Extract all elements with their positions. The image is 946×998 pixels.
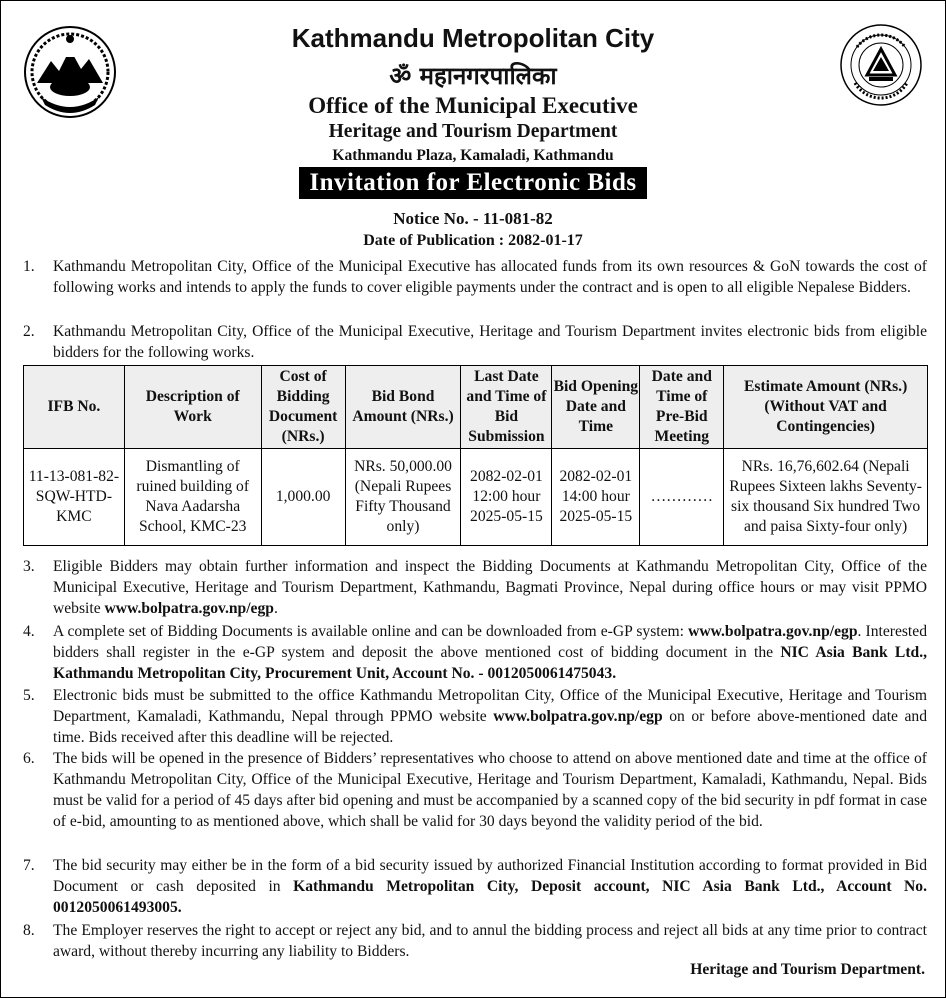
notice-number: Notice No. - 11-081-82 [393,209,553,228]
header-pre-bid: Date and Time of Pre-Bid Meeting [640,366,724,449]
header-cost: Cost of Bidding Document (NRs.) [261,366,345,449]
city-title: Kathmandu Metropolitan City [291,23,655,53]
paragraph-text: Electronic bids must be submitted to the office Kathmandu Metropolitan City, Office of the Municipal Executive, Heritage and Tourism Department, Kamaladi, Kathmandu, Nepal through PPMO website [53,687,927,725]
header-last-date: Last Date and Time of Bid Submission [461,366,552,449]
paragraph-number: 8. [23,922,35,939]
signature-department: Heritage and Tourism Department. [690,961,925,978]
cell-estimate: NRs. 16,76,602.64 (Nepali Rupees Sixteen lakhs Seventy-six thousand Six hundred Two and paisa Sixty-four only) [724,449,928,546]
cell-bid-bond: NRs. 50,000.00 (Nepali Rupees Fifty Thousand only) [345,449,461,546]
table-row [24,449,928,546]
paragraph-7 [23,855,927,918]
cell-opening: 2082-02-01 14:00 hour 2025-05-15 [552,449,640,546]
ppmo-link[interactable]: www.bolpatra.gov.np/egp [104,600,274,617]
notice-title: Invitation for Electronic Bids [299,167,646,199]
bank-account-text: NIC Asia Bank Ltd., Kathmandu Metropolitan City, Procurement Unit, Account No. - 0012050061475043. [53,644,927,682]
paragraph-4 [23,621,927,684]
paragraph-text: Eligible Bidders may obtain further information and inspect the Bidding Documents at Kathmandu Metropolitan City, Office of the Municipal Executive, Heritage and Tourism Department, Kathmandu, Bagmati Province, Nepal during office hours or may visit PPMO website [53,558,927,617]
paragraph-text-2: . Interested bidders shall register in the e-GP system and deposit the above mentioned cost of bidding document in the [53,623,927,661]
cell-ifb-no: 11-13-081-82-SQW-HTD-KMC [24,449,125,546]
works-table [23,365,928,546]
header-estimate: Estimate Amount (NRs.) (Without VAT and Contingencies) [724,366,928,449]
header-description: Description of Work [124,366,261,449]
paragraph-text: The bids will be opened in the presence of Bidders’ representatives who choose to attend on above mentioned date and time at the office of Kathmandu Metropolitan City, Office of the Municipal Executive, Heritage and Tourism Department, Kamaladi, Kathmandu, Nepal. Bids must be valid for a period of 45 days after bid opening and must be accompanied by a scanned copy of the bid security in pdf format in case of e-bid, amounting to as mentioned above, which shall be valid for 30 days beyond the validity period of the bid. [53,750,927,830]
header-bid-bond: Bid Bond Amount (NRs.) [345,366,461,449]
paragraph-number: 2. [23,323,35,340]
office-title: Office of the Municipal Executive [308,93,638,118]
paragraph-2 [23,321,927,363]
paragraph-8 [23,920,927,962]
paragraph-end: . [273,600,278,617]
paragraph-number: 1. [23,258,35,275]
paragraph-6 [23,748,927,832]
paragraph-text: The Employer reserves the right to accept or reject any bid, and to annul the bidding process and reject all bids at any time prior to contract award, without thereby incurring any liability to Bidders. [53,922,927,960]
title-banner [1,167,945,199]
cell-cost: 1,000.00 [261,449,345,546]
paragraph-text: The bid security may either be in the form of a bid security issued by authorized Financial Institution according to format provided in Bid Document or cash deposited in [53,857,927,895]
cell-pre-bid: ………… [640,449,724,546]
deposit-account-text: Kathmandu Metropolitan City, Deposit account, NIC Asia Bank Ltd., Account No. 0012050061493005. [53,878,927,916]
egp-link[interactable]: www.bolpatra.gov.np/egp [688,623,858,640]
city-title-nepali: ॐ महानगरपालिका [389,62,557,90]
paragraph-number: 7. [23,857,35,874]
address: Kathmandu Plaza, Kamaladi, Kathmandu [332,147,614,164]
paragraph-number: 5. [23,687,35,704]
paragraph-1 [23,256,927,298]
department-title: Heritage and Tourism Department [328,121,618,142]
header-opening: Bid Opening Date and Time [552,366,640,449]
table-header-row [24,366,928,449]
paragraph-text: A complete set of Bidding Documents is available online and can be downloaded from e-GP system: [53,623,689,640]
header-ifb-no: IFB No. [24,366,125,449]
paragraph-number: 6. [23,750,35,767]
cell-description: Dismantling of ruined building of Nava Aadarsha School, KMC-23 [124,449,261,546]
paragraph-3 [23,556,927,619]
paragraph-text: Kathmandu Metropolitan City, Office of the Municipal Executive, Heritage and Tourism Department invites electronic bids from eligible bidders for the following works. [53,323,927,361]
cell-last-date: 2082-02-01 12:00 hour 2025-05-15 [461,449,552,546]
paragraph-number: 4. [23,623,35,640]
paragraph-text-2: on or before above-mentioned date and time. Bids received after this deadline will be rejected. [53,708,927,746]
paragraph-text: Kathmandu Metropolitan City, Office of the Municipal Executive has allocated funds from its own resources & GoN towards the cost of following works and intends to apply the funds to cover eligible payments under the contract and is open to all eligible Nepalese Bidders. [53,258,927,296]
publication-date: Date of Publication : 2082-01-17 [363,232,583,249]
paragraph-number: 3. [23,558,35,575]
paragraph-5 [23,685,927,748]
ppmo-link[interactable]: www.bolpatra.gov.np/egp [493,708,663,725]
